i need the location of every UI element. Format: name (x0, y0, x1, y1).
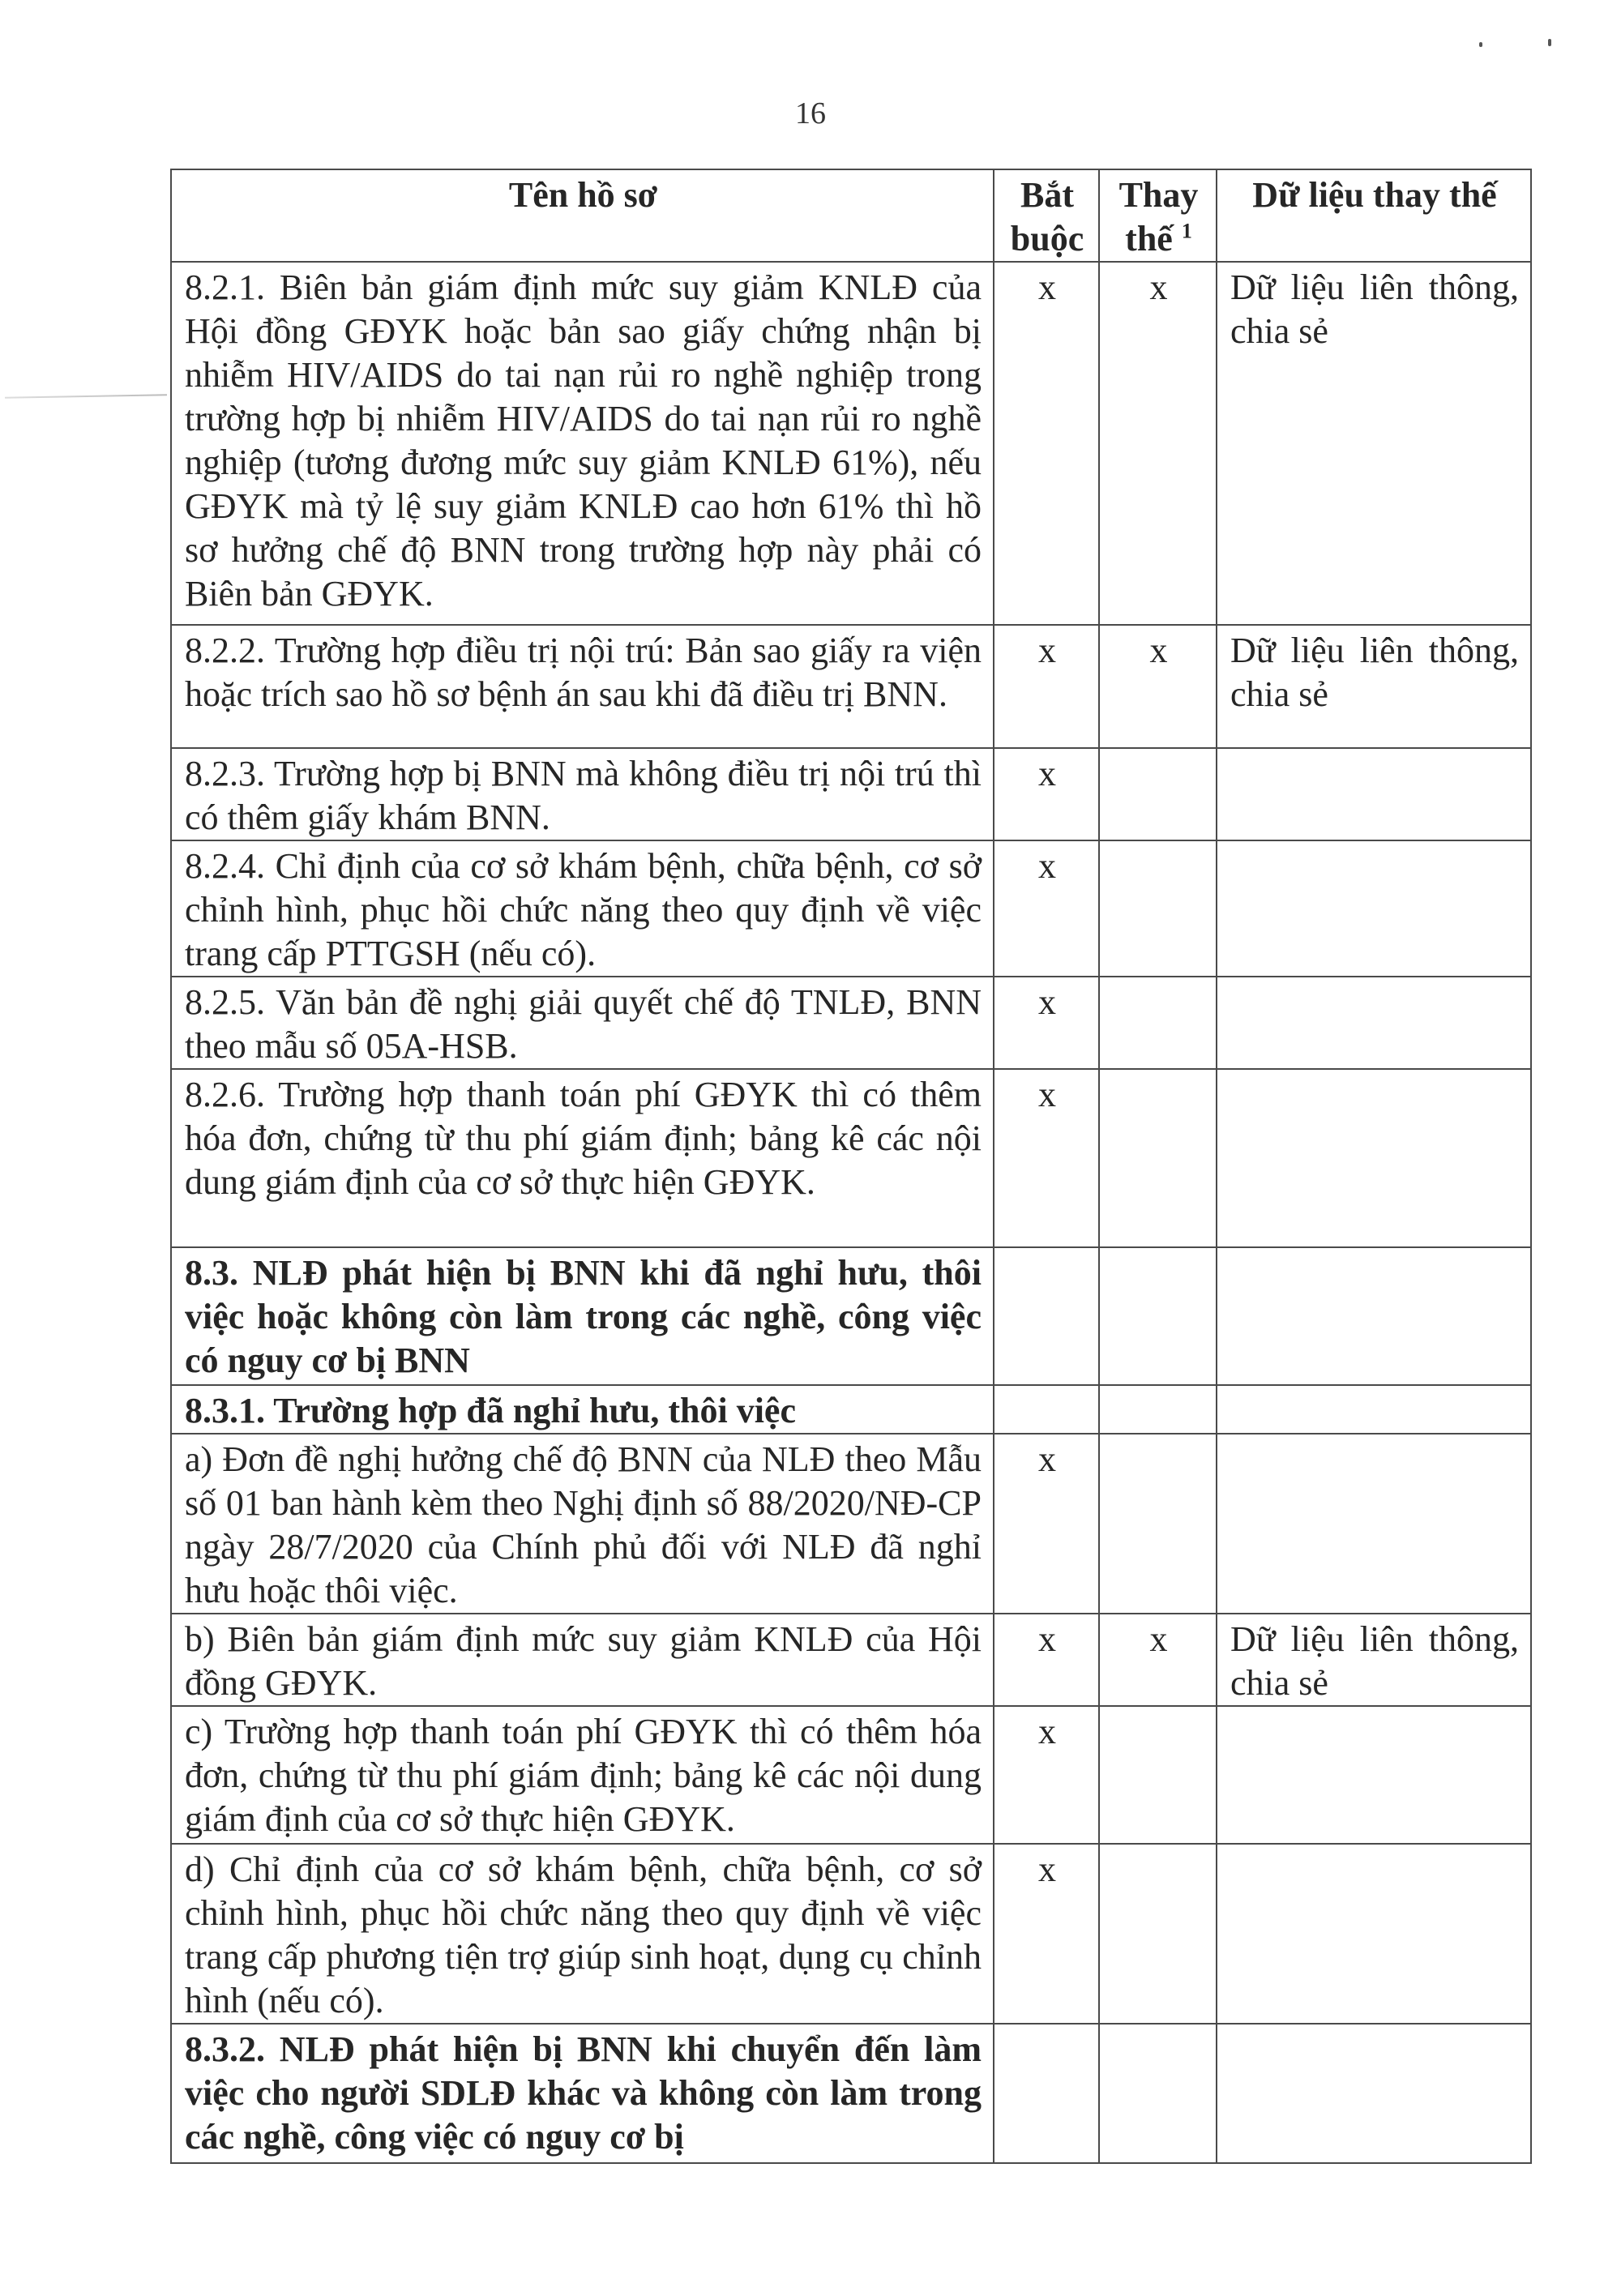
table-header-row (171, 169, 1531, 262)
table-row (171, 2024, 1531, 2163)
required-cell: x (994, 262, 1099, 625)
table-row (171, 748, 1531, 840)
document-name-cell: 8.3. NLĐ phát hiện bị BNN khi đã nghỉ hưu, thôi việc hoặc không còn làm trong các nghề, công việc có nguy cơ bị BNN (171, 1247, 994, 1385)
document-name-cell: 8.2.6. Trường hợp thanh toán phí GĐYK thì có thêm hóa đơn, chứng từ thu phí giám định; bảng kê các nội dung giám định của cơ sở thực hiện GĐYK. (171, 1069, 994, 1247)
required-cell: x (994, 1844, 1099, 2024)
document-name-cell: 8.2.2. Trường hợp điều trị nội trú: Bản sao giấy ra viện hoặc trích sao hồ sơ bệnh án sau khi đã điều trị BNN. (171, 625, 994, 748)
substitute-data-cell (1217, 1706, 1531, 1844)
substitute-data-cell (1217, 748, 1531, 840)
table-row (171, 1844, 1531, 2024)
substitute-data-cell (1217, 1069, 1531, 1247)
table-row (171, 977, 1531, 1069)
document-name-cell: c) Trường hợp thanh toán phí GĐYK thì có thêm hóa đơn, chứng từ thu phí giám định; bảng kê các nội dung giám định của cơ sở thực hiện GĐYK. (171, 1706, 994, 1844)
required-cell: x (994, 1706, 1099, 1844)
substitute-cell: x (1099, 1614, 1217, 1706)
table-row (171, 1706, 1531, 1844)
table-row (171, 1614, 1531, 1706)
substitute-data-cell: Dữ liệu liên thông, chia sẻ (1217, 1614, 1531, 1706)
header-substitute-data: Dữ liệu thay thế (1217, 169, 1531, 262)
document-name-cell: 8.3.2. NLĐ phát hiện bị BNN khi chuyển đến làm việc cho người SDLĐ khác và không còn làm trong các nghề, công việc có nguy cơ bị (171, 2024, 994, 2163)
substitute-data-cell (1217, 1247, 1531, 1385)
page-number: 16 (795, 96, 826, 130)
required-cell: x (994, 1614, 1099, 1706)
footnote-marker: 1 (1181, 219, 1192, 243)
substitute-cell (1099, 1385, 1217, 1434)
document-name-cell: a) Đơn đề nghị hưởng chế độ BNN của NLĐ theo Mẫu số 01 ban hành kèm theo Nghị định số 88/2020/NĐ-CP ngày 28/7/2020 của Chính phủ đối với NLĐ đã nghỉ hưu hoặc thôi việc. (171, 1434, 994, 1614)
header-document-name: Tên hồ sơ (171, 169, 994, 262)
substitute-cell (1099, 1844, 1217, 2024)
substitute-data-cell (1217, 1844, 1531, 2024)
required-cell (994, 2024, 1099, 2163)
substitute-cell: x (1099, 625, 1217, 748)
substitute-cell (1099, 977, 1217, 1069)
required-cell: x (994, 748, 1099, 840)
scan-artifact-dot (1548, 39, 1551, 46)
substitute-cell (1099, 1434, 1217, 1614)
document-name-cell: 8.2.1. Biên bản giám định mức suy giảm KNLĐ của Hội đồng GĐYK hoặc bản sao giấy chứng nhận bị nhiễm HIV/AIDS do tai nạn rủi ro nghề nghiệp trong trường hợp bị nhiễm HIV/AIDS do tai nạn rủi ro nghề nghiệp (tương đương mức suy giảm KNLĐ 61%), nếu GĐYK mà tỷ lệ suy giảm KNLĐ cao hơn 61% thì hồ sơ hưởng chế độ BNN trong trường hợp này phải có Biên bản GĐYK. (171, 262, 994, 625)
substitute-data-cell (1217, 977, 1531, 1069)
table-row (171, 625, 1531, 748)
required-cell (994, 1247, 1099, 1385)
substitute-cell (1099, 1247, 1217, 1385)
table-row (171, 1247, 1531, 1385)
required-cell (994, 1385, 1099, 1434)
table-row (171, 1069, 1531, 1247)
table-row (171, 1434, 1531, 1614)
substitute-cell (1099, 1069, 1217, 1247)
scan-artifact-line (5, 394, 167, 398)
document-name-cell: d) Chỉ định của cơ sở khám bệnh, chữa bệnh, cơ sở chỉnh hình, phục hồi chức năng theo quy định về việc trang cấp phương tiện trợ giúp sinh hoạt, dụng cụ chỉnh hình (nếu có). (171, 1844, 994, 2024)
document-requirements-table (170, 169, 1532, 2164)
document-name-cell: 8.3.1. Trường hợp đã nghỉ hưu, thôi việc (171, 1385, 994, 1434)
document-name-cell: 8.2.5. Văn bản đề nghị giải quyết chế độ TNLĐ, BNN theo mẫu số 05A-HSB. (171, 977, 994, 1069)
document-name-cell: 8.2.3. Trường hợp bị BNN mà không điều trị nội trú thì có thêm giấy khám BNN. (171, 748, 994, 840)
substitute-data-cell (1217, 2024, 1531, 2163)
substitute-cell (1099, 840, 1217, 977)
document-name-cell: 8.2.4. Chỉ định của cơ sở khám bệnh, chữa bệnh, cơ sở chỉnh hình, phục hồi chức năng theo quy định về việc trang cấp PTTGSH (nếu có). (171, 840, 994, 977)
substitute-data-cell (1217, 1434, 1531, 1614)
scan-artifact-dot (1479, 42, 1482, 47)
substitute-data-cell: Dữ liệu liên thông, chia sẻ (1217, 262, 1531, 625)
header-substitute (1099, 169, 1217, 262)
required-cell: x (994, 977, 1099, 1069)
substitute-data-cell: Dữ liệu liên thông, chia sẻ (1217, 625, 1531, 748)
header-required: Bắt buộc (994, 169, 1099, 262)
substitute-cell (1099, 1706, 1217, 1844)
substitute-cell (1099, 748, 1217, 840)
substitute-cell (1099, 2024, 1217, 2163)
substitute-data-cell (1217, 1385, 1531, 1434)
required-cell: x (994, 840, 1099, 977)
table-row (171, 840, 1531, 977)
substitute-data-cell (1217, 840, 1531, 977)
table-row (171, 262, 1531, 625)
document-name-cell: b) Biên bản giám định mức suy giảm KNLĐ của Hội đồng GĐYK. (171, 1614, 994, 1706)
required-cell: x (994, 625, 1099, 748)
substitute-cell: x (1099, 262, 1217, 625)
required-cell: x (994, 1069, 1099, 1247)
required-cell: x (994, 1434, 1099, 1614)
table-row (171, 1385, 1531, 1434)
header-substitute-label: Thay thế (1118, 175, 1199, 259)
